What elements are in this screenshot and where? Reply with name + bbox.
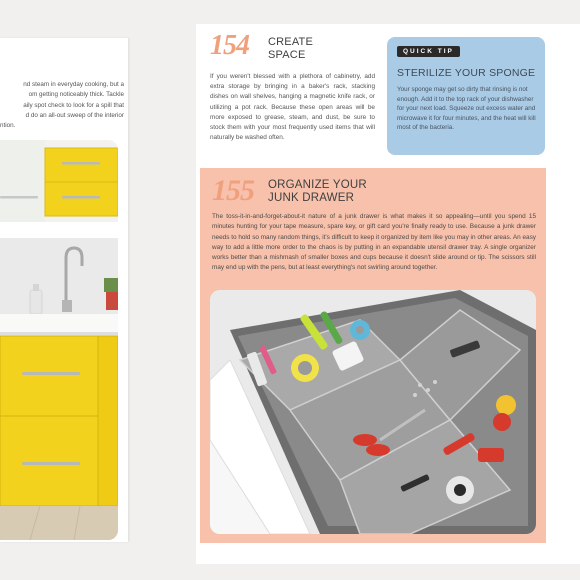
tip-heading-line: CREATE	[268, 36, 314, 48]
tip-body: If you weren't blessed with a plethora of cabinetry, add extra storage by bringing in a baker's rack, stacking dishes on wall shelves, hanging a magnetic knife rack, or utilizing a pot rack. Because these open areas will be more exposed to grease, steam, and dust, be sure to stock them with your most frequently used items that will naturally be washed often.	[210, 73, 375, 142]
left-page	[0, 38, 128, 542]
tip-heading	[268, 36, 313, 62]
quick-tip-title: STERILIZE YOUR SPONGE	[397, 67, 536, 79]
tip-heading-line: ORGANIZE YOUR	[268, 179, 367, 191]
left-page-text	[0, 80, 124, 131]
quick-tip-box	[387, 37, 545, 155]
left-text-line: nd steam in everyday cooking, but a	[23, 81, 124, 88]
tip-heading	[268, 179, 367, 205]
tip-number: 155	[212, 174, 254, 207]
junk-drawer-photo	[210, 290, 536, 534]
left-text-line: ntion.	[0, 122, 16, 130]
left-text-line: aily spot check to look for a spill that	[23, 101, 124, 109]
tip-heading-line: JUNK DRAWER	[268, 192, 355, 204]
left-text-line: om getting noticeably thick. Tackle	[28, 91, 124, 99]
left-text-line: d do an all-out sweep of the interior	[25, 111, 124, 119]
quick-tip-body: Your sponge may get so dirty that rinsing is not enough. Add it to the top rack of your dishwasher for your next load. Squeeze out excess water and microwave it for four minutes, and the heat will kill most of the bacteria.	[397, 86, 536, 132]
tip-155	[200, 168, 546, 543]
tip-body: The toss-it-in-and-forget-about-it nature of a junk drawer is what makes it so appealing—until you spend 15 minutes hunting for your tape measure, spare key, or gift card you're finally ready to use. Because a junk drawer needs to hold so many random things, it's difficult to keep it organized by item like you may in other areas. An easy way to add a little more order to the chaos is by putting in an expandable utensil drawer tray. A single organizer works better than a mishmash of smaller boxes and cups because it doesn't slide around or tip. The scissors still may end up with the pens, but at least everything's not swirling around together.	[212, 213, 536, 272]
kitchen-photo	[0, 140, 118, 540]
tip-number: 154	[210, 30, 249, 61]
junk-drawer-illustration	[210, 290, 536, 534]
kitchen-illustration	[0, 140, 118, 540]
quick-tip-badge: QUICK TIP	[397, 46, 460, 57]
tip-heading-line: SPACE	[268, 49, 306, 61]
